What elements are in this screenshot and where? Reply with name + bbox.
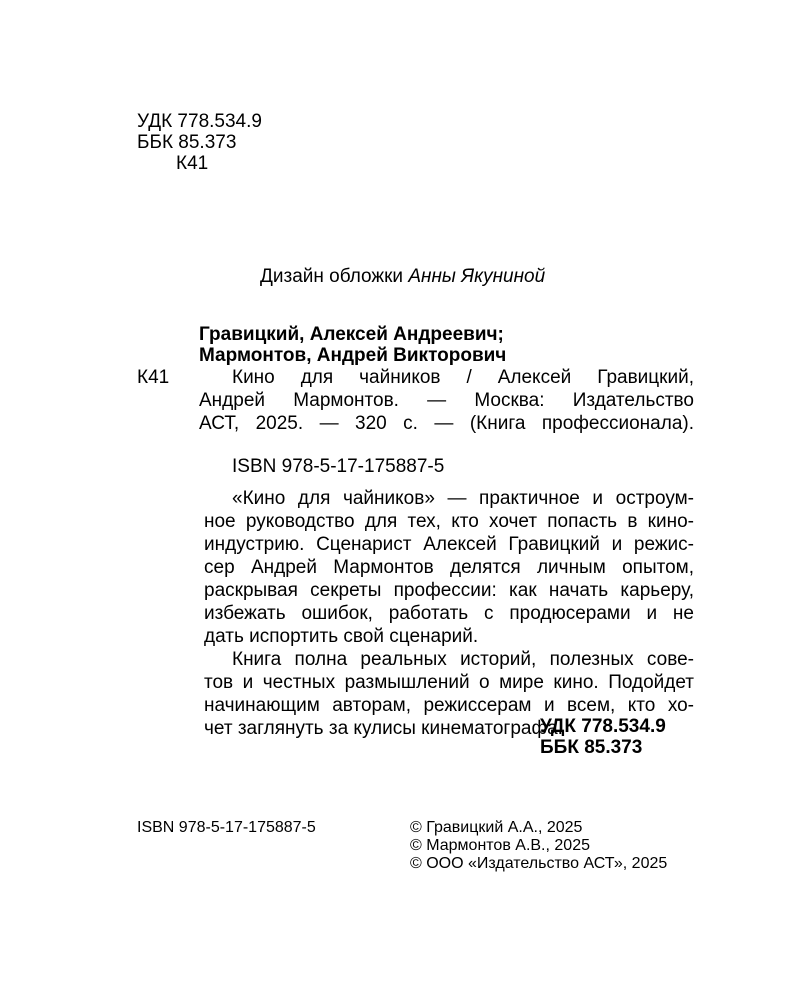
bibliographic-line-3: АСТ, 2025. — 320 с. — (Книга профессионала). [199,413,694,434]
annotation-line: индустрию. Сценарист Алексей Гравицкий и режис- [204,534,694,555]
bibliographic-mark: К41 [137,367,170,388]
cover-designer-name: Анны Якуниной [408,266,546,287]
copyright-line: © ООО «Издательство АСТ», 2025 [410,855,668,872]
isbn-main: ISBN 978-5-17-175887-5 [232,456,445,477]
copyright-line: © Гравицкий А.А., 2025 [410,819,583,836]
bibliographic-line-1: Кино для чайников / Алексей Гравицкий, [232,367,694,388]
annotation-line: сер Андрей Мармонтов делятся личным опытом, [204,557,694,578]
cover-design-prefix: Дизайн обложки [260,266,404,287]
author-mark: К41 [176,153,209,174]
isbn-footer: ISBN 978-5-17-175887-5 [137,819,316,836]
author-heading-1: Гравицкий, Алексей Андреевич; [199,324,504,345]
annotation-line: чет заглянуть за кулисы кинематографа. [204,718,563,739]
bbk-code: ББК 85.373 [137,132,237,153]
annotation-line: избежать ошибок, работать с продюсерами и не [204,603,694,624]
author-heading-2: Мармонтов, Андрей Викторович [199,345,507,366]
bibliographic-line-2: Андрей Мармонтов. — Москва: Издательство [199,390,694,411]
annotation-line: раскрывая секреты профессии: как начать карьеру, [204,580,694,601]
annotation-line: дать испортить свой сценарий. [204,626,479,647]
annotation [204,487,694,740]
annotation-line: начинающим авторам, режиссерам и всем, кто хо- [204,695,694,716]
udk-code: УДК 778.534.9 [137,111,262,132]
udk-code-bold: УДК 778.534.9 [540,716,666,737]
annotation-line: ное руководство для тех, кто хочет попасть в кино- [204,511,694,532]
cover-design-credit [260,265,545,288]
bbk-code-bold: ББК 85.373 [540,737,643,758]
annotation-line: «Кино для чайников» — практичное и остроум- [232,488,694,509]
annotation-line: тов и честных размышлений о мире кино. Подойдет [204,672,694,693]
annotation-line: Книга полна реальных историй, полезных сове- [232,649,694,670]
copyright-line: © Мармонтов А.В., 2025 [410,837,590,854]
